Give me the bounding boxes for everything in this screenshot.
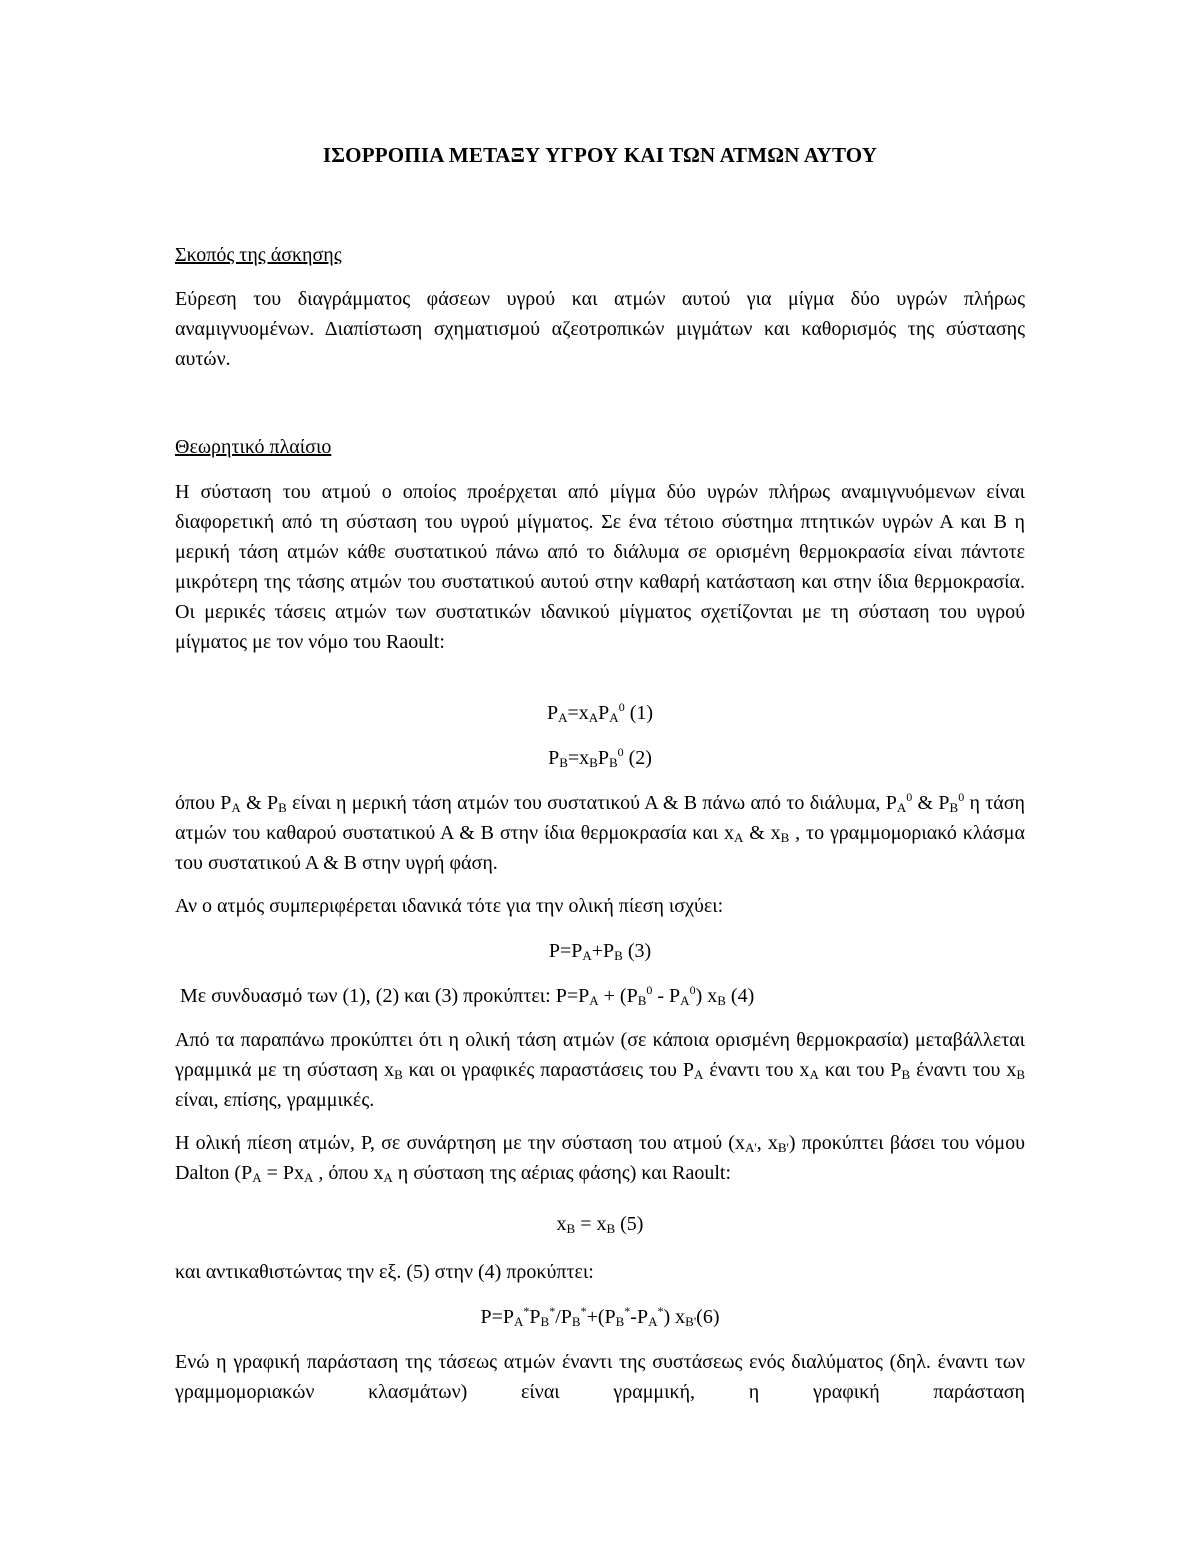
final-paragraph: Ενώ η γραφική παράσταση της τάσεως ατμών έναντι της συστάσεως ενός διαλύματος (δηλ. έναντι των γραμμομοριακών κλασμάτων) είναι γραμμική, η γραφική παράσταση (175, 1351, 1025, 1403)
ideal-gas-sentence: Αν ο ατμός συμπεριφέρεται ιδανικά τότε για την ολική πίεση ισχύει: (175, 895, 724, 917)
equation-2: $P_B=x_BP_B^0$ (2) (548, 745, 652, 770)
document-title: ΙΣΟΡΡΟΠΙΑ ΜΕΤΑΞΥ ΥΓΡΟΥ ΚΑΙ ΤΩΝ ΑΤΜΩΝ ΑΥΤΟΥ (322, 143, 878, 167)
section-heading-purpose: Σκοπός της άσκησης (175, 244, 342, 266)
equation-3: $P=P_A+P_B$ (3) (548, 940, 652, 963)
equation-5: $x_B = x_B$ (5) (556, 1213, 644, 1236)
equation-4-sentence: Με συνδυασμό των (1), (2) και (3) προκύπτει: $P=P_A + (P_B^0 - P_A^0)$ $x_B$ (4) (175, 983, 755, 1008)
section-heading-theory: Θεωρητικό πλαίσιο (175, 436, 332, 458)
equation-6: $P=P_A^*P_B^*/P_B^*+(P_B^*-P_A^*)$ $x_{B'}(6)$ (480, 1304, 720, 1329)
definitions-paragraph: όπου $P_A$ & $P_B$ είναι η μερική τάση ατμών του συστατικού Α & Β πάνω από το διάλυμα, $P_A^0$ & $P_B^0$ η τάση ατμών του καθαρού συστατικού Α & Β στην ίδια θερμοκρασία και $x_A$ & $x_B$ , το γραμμομοριακό κλάσμα του συστατικού Α & Β στην υγρή φάση. (175, 790, 1026, 874)
theory-intro-paragraph: Η σύσταση του ατμού ο οποίος προέρχεται από μίγμα δύο υγρών πλήρως αναμιγνυόμενων είναι διαφορετική από τη σύσταση του υγρού μίγματος. Σε ένα τέτοιο σύστημα πτητικών υγρών Α και Β η μερική τάση ατμών κάθε συστατικού πάνω από το διάλυμα σε ορισμένη θερμοκρασία είναι πάντοτε μικρότερη της τάσης ατμών του συστατικού αυτού στην καθαρή κατάσταση και στην ίδια θερμοκρασία. Οι μερικές τάσεις ατμών των συστατικών ιδανικού μίγματος σχετίζονται με τη σύσταση του υγρού μίγματος με τον νόμο του Raoult: (175, 481, 1025, 653)
purpose-paragraph: Εύρεση του διαγράμματος φάσεων υγρού και ατμών αυτού για μίγμα δύο υγρών πλήρως αναμιγνυομένων. Διαπίστωση σχηματισμού αζεοτροπικών μιγμάτων και καθορισμός της σύστασης αυτών. (175, 288, 1025, 370)
substitution-sentence: και αντικαθιστώντας την εξ. (5) στην (4) προκύπτει: (175, 1261, 594, 1283)
dalton-paragraph: Η ολική πίεση ατμών, P, σε συνάρτηση με την σύσταση του ατμού ($x_{A'}$, $x_{B'}$) προκύπτει βάσει του νόμου Dalton ($P_A = Px_A$ , όπου $x_A$ η σύσταση της αέριας φάσης) και Raoult: (175, 1132, 1025, 1185)
linearity-paragraph: Από τα παραπάνω προκύπτει ότι η ολική τάση ατμών (σε κάποια ορισμένη θερμοκρασία) μεταβάλλεται γραμμικά με τη σύσταση $x_B$ και οι γραφικές παραστάσεις του $P_A$ έναντι του $x_A$ και του $P_B$ έναντι του $x_B$ είναι, επίσης, γραμμικές. (175, 1029, 1025, 1111)
equation-1: $P_A=x_AP_A^0$ (1) (546, 700, 654, 725)
